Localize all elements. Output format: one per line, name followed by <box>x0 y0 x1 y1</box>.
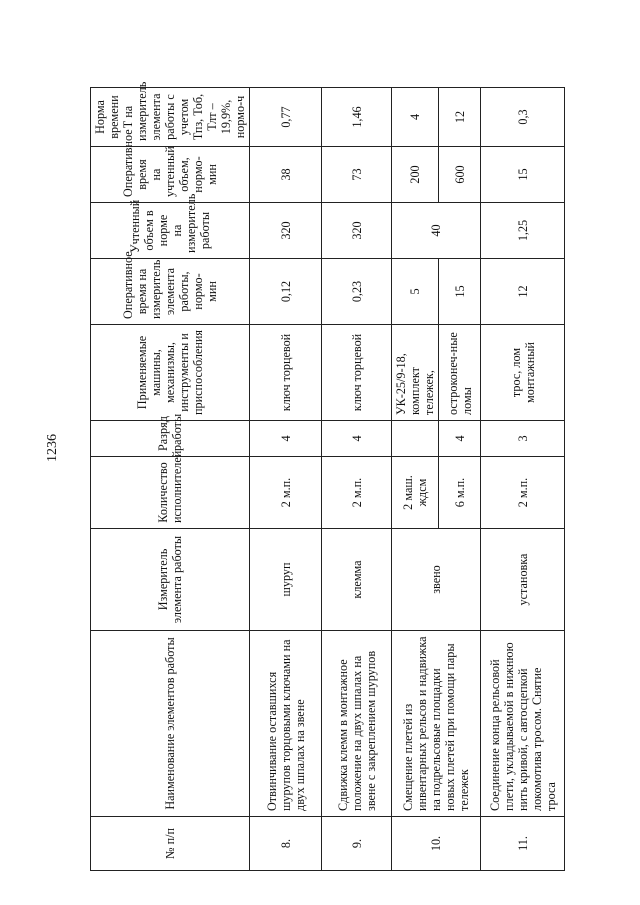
cell-machines: ключ торцевой <box>322 325 392 421</box>
cell-num: 9. <box>322 817 392 871</box>
cell-op-time: 0,23 <box>322 259 392 325</box>
header-norm-time: Норма времени Т на измеритель элемента работы с учетом Тпз, Тоб, Тлт – 19,9%, нормо-ч <box>91 88 250 147</box>
cell-num: 10. <box>392 817 481 871</box>
cell-volume: 40 <box>392 203 481 259</box>
header-op-time: Оперативное время на измеритель элемента работы, нормо-мин <box>91 259 250 325</box>
cell-machines: УК-25/9-18, комплект тележек, <box>392 325 439 421</box>
cell-norm-time: 0,77 <box>250 88 322 147</box>
cell-volume: 1,25 <box>481 203 565 259</box>
cell-op-time: 15 <box>439 259 481 325</box>
table-row <box>322 88 392 871</box>
cell-name: Сдвижка клемм в монтажное положение на двух шпалах на звене с закреплением шурупов <box>322 631 392 817</box>
header-op-time-volume: Оперативное время на учтенный объем, нормо-мин <box>91 147 250 203</box>
cell-op-time-volume: 15 <box>481 147 565 203</box>
table-row <box>392 88 439 871</box>
cell-machines: ключ торцевой <box>250 325 322 421</box>
cell-meter: шуруп <box>250 529 322 631</box>
cell-volume: 320 <box>322 203 392 259</box>
cell-op-time-volume: 73 <box>322 147 392 203</box>
cell-meter: клемма <box>322 529 392 631</box>
table-row <box>250 88 322 871</box>
cell-op-time: 12 <box>481 259 565 325</box>
cell-name: Соединение конца рельсовой плети, укладываемой в нижнюю нить кривой, с автосцепкой локомотива тросом. Снятие троса <box>481 631 565 817</box>
cell-workers: 6 м.п. <box>439 457 481 529</box>
cell-workers: 2 маш. ждсм <box>392 457 439 529</box>
cell-grade: 4 <box>250 421 322 457</box>
cell-op-time-volume: 600 <box>439 147 481 203</box>
header-workers: Количество исполнителей <box>91 457 250 529</box>
page-number: 1236 <box>45 434 60 462</box>
cell-grade: 3 <box>481 421 565 457</box>
cell-workers: 2 м.п. <box>250 457 322 529</box>
header-volume: Учтенный объем в норме на измеритель работы <box>91 203 250 259</box>
norms-table <box>90 81 565 871</box>
cell-norm-time: 4 <box>392 88 439 147</box>
header-machines: Применяемые машины, механизмы, инструменты и приспособления <box>91 325 250 421</box>
table-row <box>481 88 565 871</box>
cell-grade <box>392 421 439 457</box>
cell-num: 11. <box>481 817 565 871</box>
cell-norm-time: 1,46 <box>322 88 392 147</box>
cell-name: Смещение плетей из инвентарных рельсов и надвижка на подрельсовые площадки новых плетей при помощи пары тележек <box>392 631 481 817</box>
cell-op-time: 5 <box>392 259 439 325</box>
cell-meter: звено <box>392 529 481 631</box>
cell-op-time-volume: 200 <box>392 147 439 203</box>
rotated-table-container <box>90 81 558 871</box>
cell-meter: установка <box>481 529 565 631</box>
cell-norm-time: 12 <box>439 88 481 147</box>
cell-machines: трос, лом монтажный <box>481 325 565 421</box>
cell-grade: 4 <box>322 421 392 457</box>
cell-name: Отвинчивание оставшихся шурупов торцовыми ключами на двух шпалах на звене <box>250 631 322 817</box>
cell-workers: 2 м.п. <box>322 457 392 529</box>
header-name: Наименование элементов работы <box>91 631 250 817</box>
cell-grade: 4 <box>439 421 481 457</box>
header-num: № п/п <box>91 817 250 871</box>
header-grade: Разряд работы <box>91 421 250 457</box>
cell-num: 8. <box>250 817 322 871</box>
cell-op-time: 0,12 <box>250 259 322 325</box>
cell-machines: остроконеч-ные ломы <box>439 325 481 421</box>
cell-norm-time: 0,3 <box>481 88 565 147</box>
cell-volume: 320 <box>250 203 322 259</box>
cell-workers: 2 м.п. <box>481 457 565 529</box>
header-meter: Измеритель элемента работы <box>91 529 250 631</box>
cell-op-time-volume: 38 <box>250 147 322 203</box>
header-row <box>91 88 250 871</box>
